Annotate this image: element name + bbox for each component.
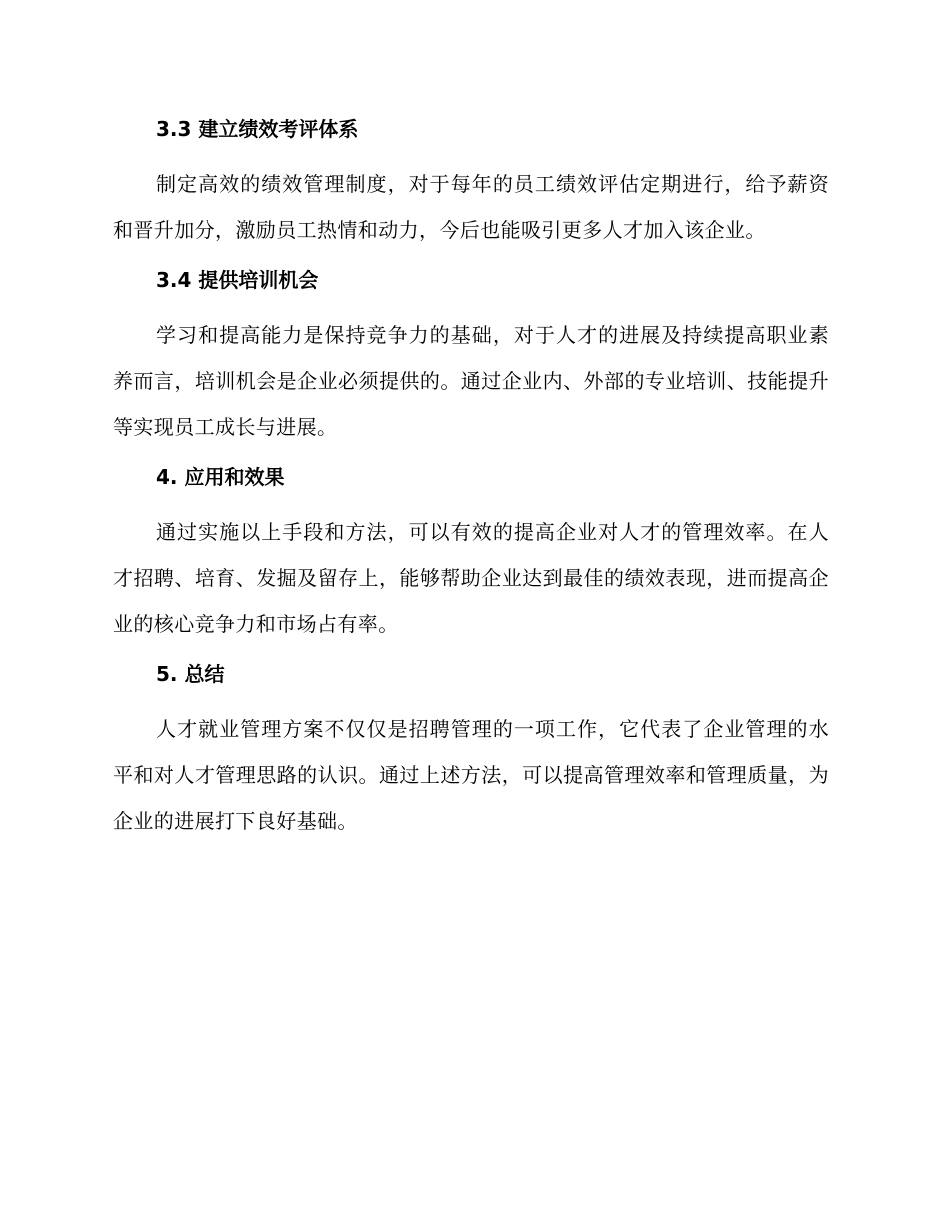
section-4 [113,460,829,647]
section-paragraph: 人才就业管理方案不仅仅是招聘管理的一项工作，它代表了企业管理的水平和对人才管理思路的认识。通过上述方法，可以提高管理效率和管理质量，为企业的进展打下良好基础。 [113,717,829,833]
section-heading: 3.3 建立绩效考评体系 [156,117,359,141]
section-heading: 4. 应用和效果 [156,465,285,489]
section-paragraph: 制定高效的绩效管理制度，对于每年的员工绩效评估定期进行，给予薪资和晋升加分，激励员工热情和动力，今后也能吸引更多人才加入该企业。 [113,172,829,242]
section-3-4 [113,263,829,450]
section-5 [113,657,829,844]
section-paragraph: 学习和提高能力是保持竞争力的基础，对于人才的进展及持续提高职业素养而言，培训机会是企业必须提供的。通过企业内、外部的专业培训、技能提升等实现员工成长与进展。 [113,323,829,439]
section-3-3 [113,112,829,253]
section-heading: 5. 总结 [156,662,225,686]
section-heading: 3.4 提供培训机会 [156,268,319,292]
document-page [113,112,829,854]
section-paragraph: 通过实施以上手段和方法，可以有效的提高企业对人才的管理效率。在人才招聘、培育、发掘及留存上，能够帮助企业达到最佳的绩效表现，进而提高企业的核心竞争力和市场占有率。 [113,520,829,636]
